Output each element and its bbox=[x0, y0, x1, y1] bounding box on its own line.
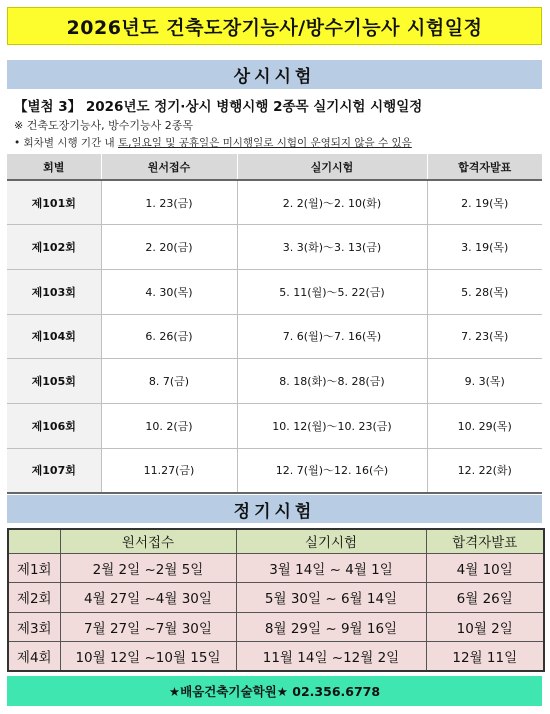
table-cell: 2월 2일 ~2월 5일 bbox=[60, 553, 236, 583]
notice-warning-underlined: 토,일요일 및 공휴일은 미시행일로 시험이 운영되지 않을 수 있음 bbox=[118, 137, 412, 149]
table-cell: 12. 7(월)～12. 16(수) bbox=[237, 448, 427, 493]
table-cell: 3. 3(화)～3. 13(금) bbox=[237, 225, 427, 270]
column-header: 실기시험 bbox=[237, 154, 427, 180]
section-header-always: 상시시험 bbox=[7, 60, 542, 89]
column-header bbox=[8, 529, 60, 553]
notice-subtitle: ※ 건축도장기능사, 방수기능사 2종목 bbox=[14, 119, 193, 132]
regular-schedule-table bbox=[7, 528, 545, 672]
academy-footer: ★배움건축기술학원★ 02.356.6778 bbox=[7, 676, 542, 706]
table-row bbox=[7, 359, 542, 404]
table-cell: 3. 19(목) bbox=[427, 225, 542, 270]
table-cell: 7. 6(월)～7. 16(목) bbox=[237, 314, 427, 359]
table-row bbox=[7, 314, 542, 359]
table-header-row bbox=[8, 529, 544, 553]
table-row bbox=[7, 448, 542, 493]
table-cell: 5월 30일 ~ 6월 14일 bbox=[236, 583, 426, 613]
table-cell: 8. 7(금) bbox=[101, 359, 237, 404]
table-cell: 4. 30(목) bbox=[101, 269, 237, 314]
table-cell: 9. 3(목) bbox=[427, 359, 542, 404]
table-cell: 1. 23(금) bbox=[101, 180, 237, 225]
round-cell: 제102회 bbox=[7, 225, 101, 270]
table-cell: 11월 14일 ~12월 2일 bbox=[236, 642, 426, 672]
round-cell: 제4회 bbox=[8, 642, 60, 672]
table-cell: 11.27(금) bbox=[101, 448, 237, 493]
column-header: 합격자발표 bbox=[427, 154, 542, 180]
table-cell: 2. 2(월)～2. 10(화) bbox=[237, 180, 427, 225]
notice-title: 【별첨 3】 2026년도 정기·상시 병행시행 2종목 실기시험 시행일정 bbox=[14, 99, 423, 115]
column-header: 원서접수 bbox=[60, 529, 236, 553]
table-cell: 4월 27일 ~4월 30일 bbox=[60, 583, 236, 613]
page-title: 2026년도 건축도장기능사/방수기능사 시험일정 bbox=[7, 7, 542, 45]
table-row bbox=[7, 403, 542, 448]
table-cell: 2. 20(금) bbox=[101, 225, 237, 270]
table-cell: 7. 23(목) bbox=[427, 314, 542, 359]
table-row bbox=[8, 612, 544, 642]
table-cell: 2. 19(목) bbox=[427, 180, 542, 225]
always-schedule-table bbox=[7, 154, 542, 494]
table-row bbox=[7, 225, 542, 270]
table-row bbox=[7, 269, 542, 314]
round-cell: 제2회 bbox=[8, 583, 60, 613]
table-cell: 8. 18(화)～8. 28(금) bbox=[237, 359, 427, 404]
round-cell: 제1회 bbox=[8, 553, 60, 583]
round-cell: 제105회 bbox=[7, 359, 101, 404]
column-header: 합격자발표 bbox=[426, 529, 544, 553]
table-cell: 3월 14일 ~ 4월 1일 bbox=[236, 553, 426, 583]
round-cell: 제106회 bbox=[7, 403, 101, 448]
table-cell: 10. 12(월)～10. 23(금) bbox=[237, 403, 427, 448]
notice-warning bbox=[14, 135, 534, 150]
table-cell: 7월 27일 ~7월 30일 bbox=[60, 612, 236, 642]
table-header-row bbox=[7, 154, 542, 180]
table-cell: 10. 29(목) bbox=[427, 403, 542, 448]
table-row bbox=[8, 553, 544, 583]
table-row bbox=[7, 180, 542, 225]
table-cell: 8월 29일 ~ 9월 16일 bbox=[236, 612, 426, 642]
table-cell: 5. 11(월)～5. 22(금) bbox=[237, 269, 427, 314]
table-cell: 10월 2일 bbox=[426, 612, 544, 642]
round-cell: 제101회 bbox=[7, 180, 101, 225]
table-cell: 6월 26일 bbox=[426, 583, 544, 613]
table-cell: 10. 2(금) bbox=[101, 403, 237, 448]
table-cell: 12. 22(화) bbox=[427, 448, 542, 493]
table-cell: 5. 28(목) bbox=[427, 269, 542, 314]
notice-warning-prefix: • 회차별 시행 기간 내 bbox=[14, 137, 119, 149]
table-cell: 4월 10일 bbox=[426, 553, 544, 583]
table-cell: 6. 26(금) bbox=[101, 314, 237, 359]
round-cell: 제107회 bbox=[7, 448, 101, 493]
column-header: 회별 bbox=[7, 154, 101, 180]
table-row bbox=[8, 642, 544, 672]
table-cell: 12월 11일 bbox=[426, 642, 544, 672]
column-header: 실기시험 bbox=[236, 529, 426, 553]
round-cell: 제3회 bbox=[8, 612, 60, 642]
round-cell: 제104회 bbox=[7, 314, 101, 359]
section-header-regular: 정기시험 bbox=[7, 495, 542, 523]
table-cell: 10월 12일 ~10월 15일 bbox=[60, 642, 236, 672]
round-cell: 제103회 bbox=[7, 269, 101, 314]
column-header: 원서접수 bbox=[101, 154, 237, 180]
table-row bbox=[8, 583, 544, 613]
